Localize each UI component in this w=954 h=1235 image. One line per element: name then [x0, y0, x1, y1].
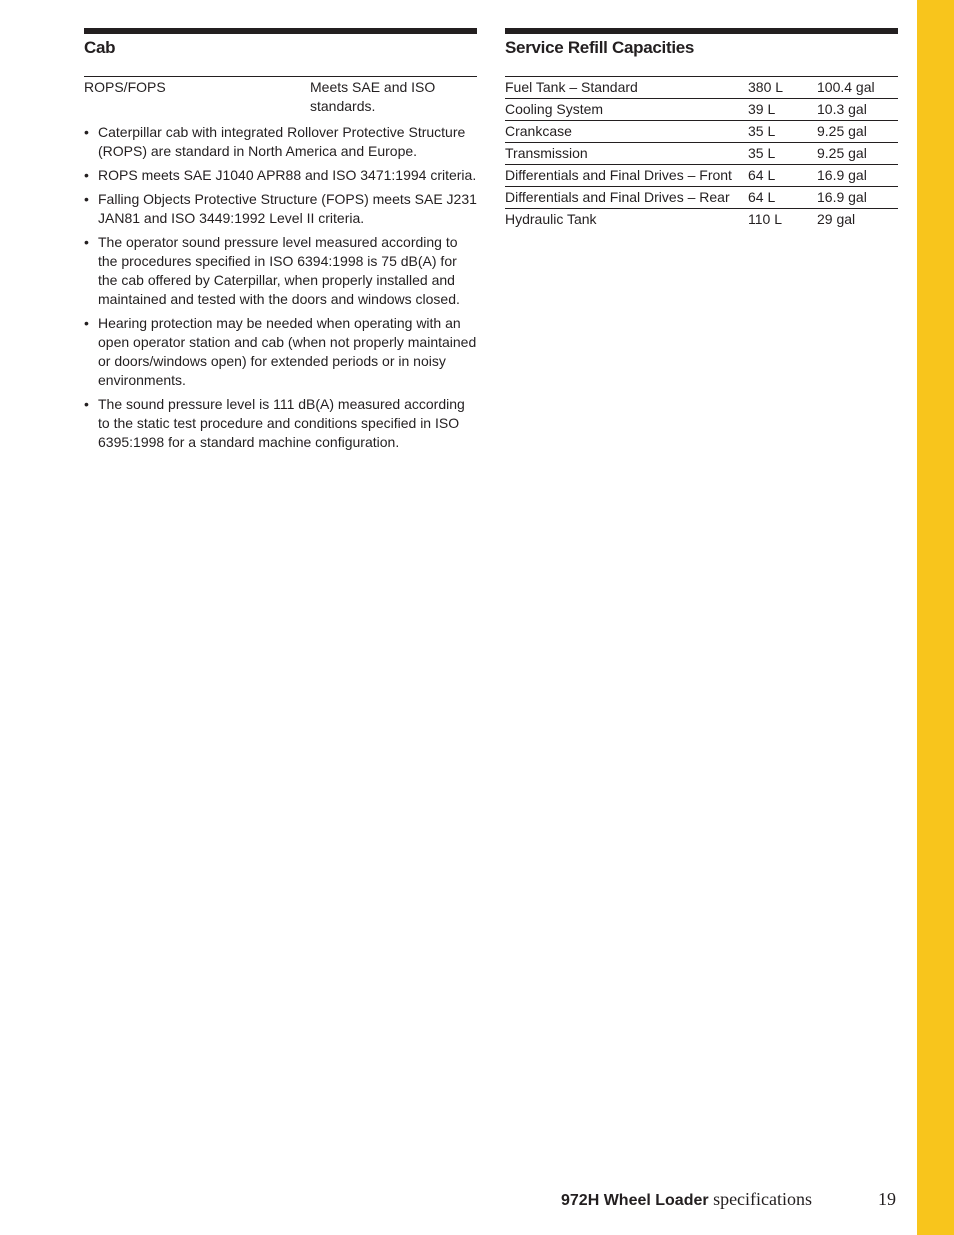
capacity-gallons: 9.25 gal [817, 121, 898, 143]
footer-model-name: 972H Wheel Loader [561, 1192, 709, 1209]
page-number: 19 [878, 1189, 896, 1209]
cab-bullet: • Caterpillar cab with integrated Rollover Protective Structure (ROPS) are standard in North America and Europe. [84, 123, 477, 161]
cab-bullet: • The sound pressure level is 111 dB(A) measured according to the static test procedure and conditions specified in ISO 6395:1998 for a standard machine configuration. [84, 395, 477, 452]
capacity-liters: 35 L [748, 143, 817, 165]
rops-fops-row [84, 76, 477, 116]
capacity-name: Hydraulic Tank [505, 209, 748, 231]
capacity-name: Crankcase [505, 121, 748, 143]
capacity-liters: 35 L [748, 121, 817, 143]
capacity-gallons: 100.4 gal [817, 77, 898, 99]
table-row [505, 143, 898, 165]
table-row [505, 77, 898, 99]
capacity-gallons: 16.9 gal [817, 165, 898, 187]
service-heading: Service Refill Capacities [505, 38, 695, 57]
cab-heading-rule [84, 28, 477, 34]
capacity-liters: 110 L [748, 209, 817, 231]
capacity-name: Transmission [505, 143, 748, 165]
capacity-gallons: 16.9 gal [817, 187, 898, 209]
rops-fops-value: Meets SAE and ISO standards. [310, 79, 436, 114]
table-row [505, 121, 898, 143]
service-refill-section [505, 28, 898, 230]
capacity-liters: 64 L [748, 165, 817, 187]
capacity-gallons: 29 gal [817, 209, 898, 231]
cab-section [84, 28, 477, 457]
capacity-liters: 39 L [748, 99, 817, 121]
table-row [505, 99, 898, 121]
capacity-name: Differentials and Final Drives – Rear [505, 187, 748, 209]
capacity-name: Fuel Tank – Standard [505, 77, 748, 99]
table-row [505, 187, 898, 209]
capacity-name: Differentials and Final Drives – Front [505, 165, 748, 187]
page-footer [561, 1187, 898, 1211]
table-row [505, 209, 898, 231]
service-heading-rule [505, 28, 898, 34]
capacity-table [505, 76, 898, 230]
cab-bullet: • The operator sound pressure level measured according to the procedures specified in ISO 6394:1998 is 75 dB(A) for the cab offered by Caterpillar, when properly installed and maintained and tested with the doors and windows closed. [84, 233, 477, 309]
cab-bullet-list [84, 123, 477, 452]
cab-bullet: • ROPS meets SAE J1040 APR88 and ISO 3471:1994 criteria. [84, 166, 477, 185]
capacity-gallons: 9.25 gal [817, 143, 898, 165]
page-edge-yellow-bar [917, 0, 954, 1235]
capacity-name: Cooling System [505, 99, 748, 121]
rops-fops-label: ROPS/FOPS [84, 79, 166, 95]
table-row [505, 165, 898, 187]
capacity-liters: 380 L [748, 77, 817, 99]
cab-heading: Cab [84, 38, 116, 57]
capacity-gallons: 10.3 gal [817, 99, 898, 121]
capacity-liters: 64 L [748, 187, 817, 209]
cab-bullet: • Hearing protection may be needed when operating with an open operator station and cab (when not properly maintained or doors/windows open) for extended periods or in noisy environments. [84, 314, 477, 390]
footer-specifications-word: specifications [713, 1189, 813, 1209]
cab-bullet: • Falling Objects Protective Structure (FOPS) meets SAE J231 JAN81 and ISO 3449:1992 Level II criteria. [84, 190, 477, 228]
